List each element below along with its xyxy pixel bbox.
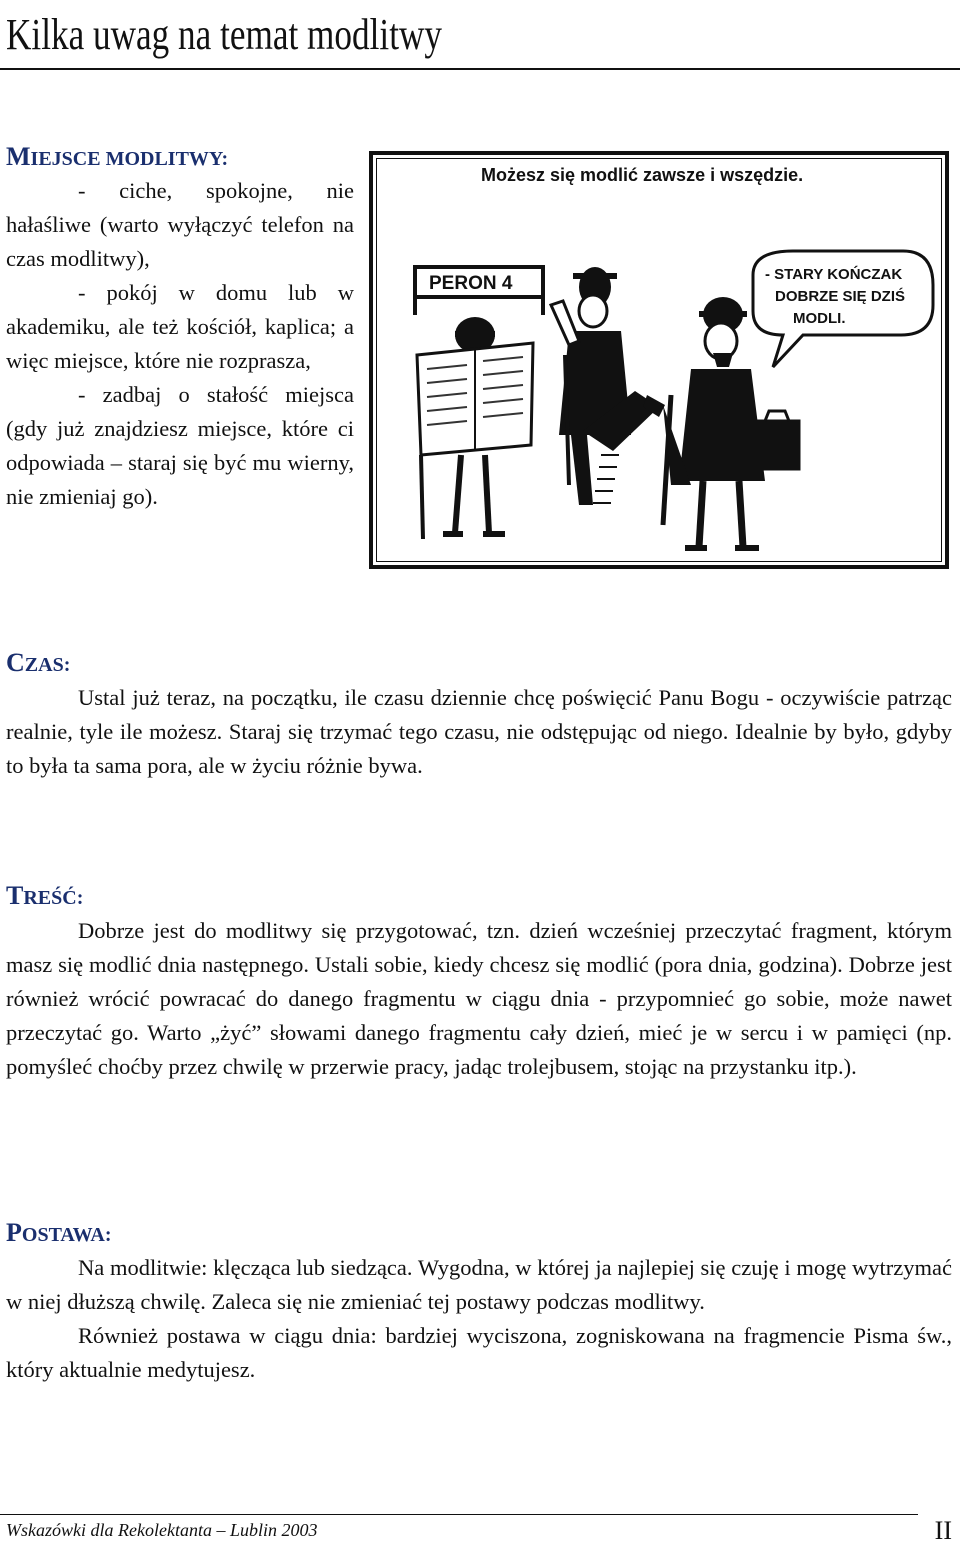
heading-tresc-cap: T — [6, 881, 24, 910]
postawa-paragraph-1: Na modlitwie: klęcząca lub siedząca. Wygodna, w której ja najlepiej się czuję i mogę wytrzymać w niej dłuższą chwilę. Zaleca się nie zmieniać tej postawy podczas modlitwy. — [6, 1255, 952, 1314]
cartoon-caption: Możesz się modlić zawsze i wszędzie. — [481, 165, 804, 185]
footer-text: Wskazówki dla Rekolektanta – Lublin 2003 — [6, 1520, 318, 1540]
peron-sign-text: PERON 4 — [429, 273, 513, 294]
cartoon-drawing — [373, 155, 945, 565]
miejsce-line-2: - pokój w domu lub w akademiku, ale też kościół, kaplica; a więc miejsce, które nie rozprasza, — [6, 280, 354, 373]
heading-tresc-rest: REŚĆ: — [23, 887, 84, 909]
miejsce-line-1: - ciche, spokojne, nie hałaśliwe (warto wyłączyć telefon na czas modlitwy), — [6, 178, 354, 271]
czas-paragraph: Ustal już teraz, na początku, ile czasu dziennie chcę poświęcić Panu Bogu - oczywiście patrząc realnie, tyle ile możesz. Staraj się trzymać tego czasu, nie odstępując od niego. Idealnie by było, gdyby to była ta sama pora, ale w życiu różnie bywa. — [6, 685, 952, 778]
speech-line-1: - STARY KOŃCZAK — [765, 266, 903, 283]
heading-miejsce-cap: M — [6, 142, 31, 171]
postawa-paragraph-2: Również postawa w ciągu dnia: bardziej wyciszona, zogniskowana na fragmencie Pisma św., który aktualnie medytujesz. — [6, 1323, 952, 1382]
miejsce-line-3: - zadbaj o stałość miejsca (gdy już znajdziesz miejsce, które ci odpowiada – staraj się być mu wierny, nie zmieniaj go). — [6, 382, 354, 509]
footer-divider — [0, 1514, 918, 1515]
section-postawa-text — [6, 1251, 952, 1387]
heading-postawa — [6, 1218, 112, 1250]
heading-czas-rest: ZAS: — [24, 654, 71, 676]
briefcase — [755, 421, 799, 469]
page-number: II — [934, 1516, 952, 1545]
speech-line-2: DOBRZE SIĘ DZIŚ — [775, 288, 906, 305]
tresc-paragraph: Dobrze jest do modlitwy się przygotować, tzn. dzień wcześniej przeczytać fragment, którym masz się modlić dnia następnego. Ustali sobie, kiedy chcesz się modlić (pora dnia, godzina). Dobrze jest również wrócić powracać do danego fragmentu w ciągu dnia - przypomnieć go sobie, może nawet przeczytać go. Warto „żyć” słowami danego fragmentu cały dzień, mieć je w sercu i w pamięci (np. pomyśleć choćby przez chwilę w przerwie pracy, jadąc trolejbusem, stojąc na przystanku itp.). — [6, 918, 952, 1079]
heading-czas-cap: C — [6, 648, 25, 677]
heading-miejsce — [6, 142, 228, 174]
section-miejsce-text — [6, 174, 354, 514]
heading-postawa-cap: P — [6, 1218, 22, 1247]
heading-postawa-rest: OSTAWA: — [21, 1224, 112, 1246]
cartoon-illustration — [369, 151, 949, 569]
title-divider — [0, 68, 960, 70]
page-title: Kilka uwag na temat modlitwy — [6, 10, 442, 59]
heading-tresc — [6, 881, 83, 913]
section-czas-text — [6, 681, 952, 783]
speech-line-3: MODLI. — [793, 310, 846, 327]
heading-miejsce-rest: IEJSCE MODLITWY: — [30, 148, 229, 170]
heading-czas — [6, 648, 70, 680]
section-tresc-text — [6, 914, 952, 1084]
